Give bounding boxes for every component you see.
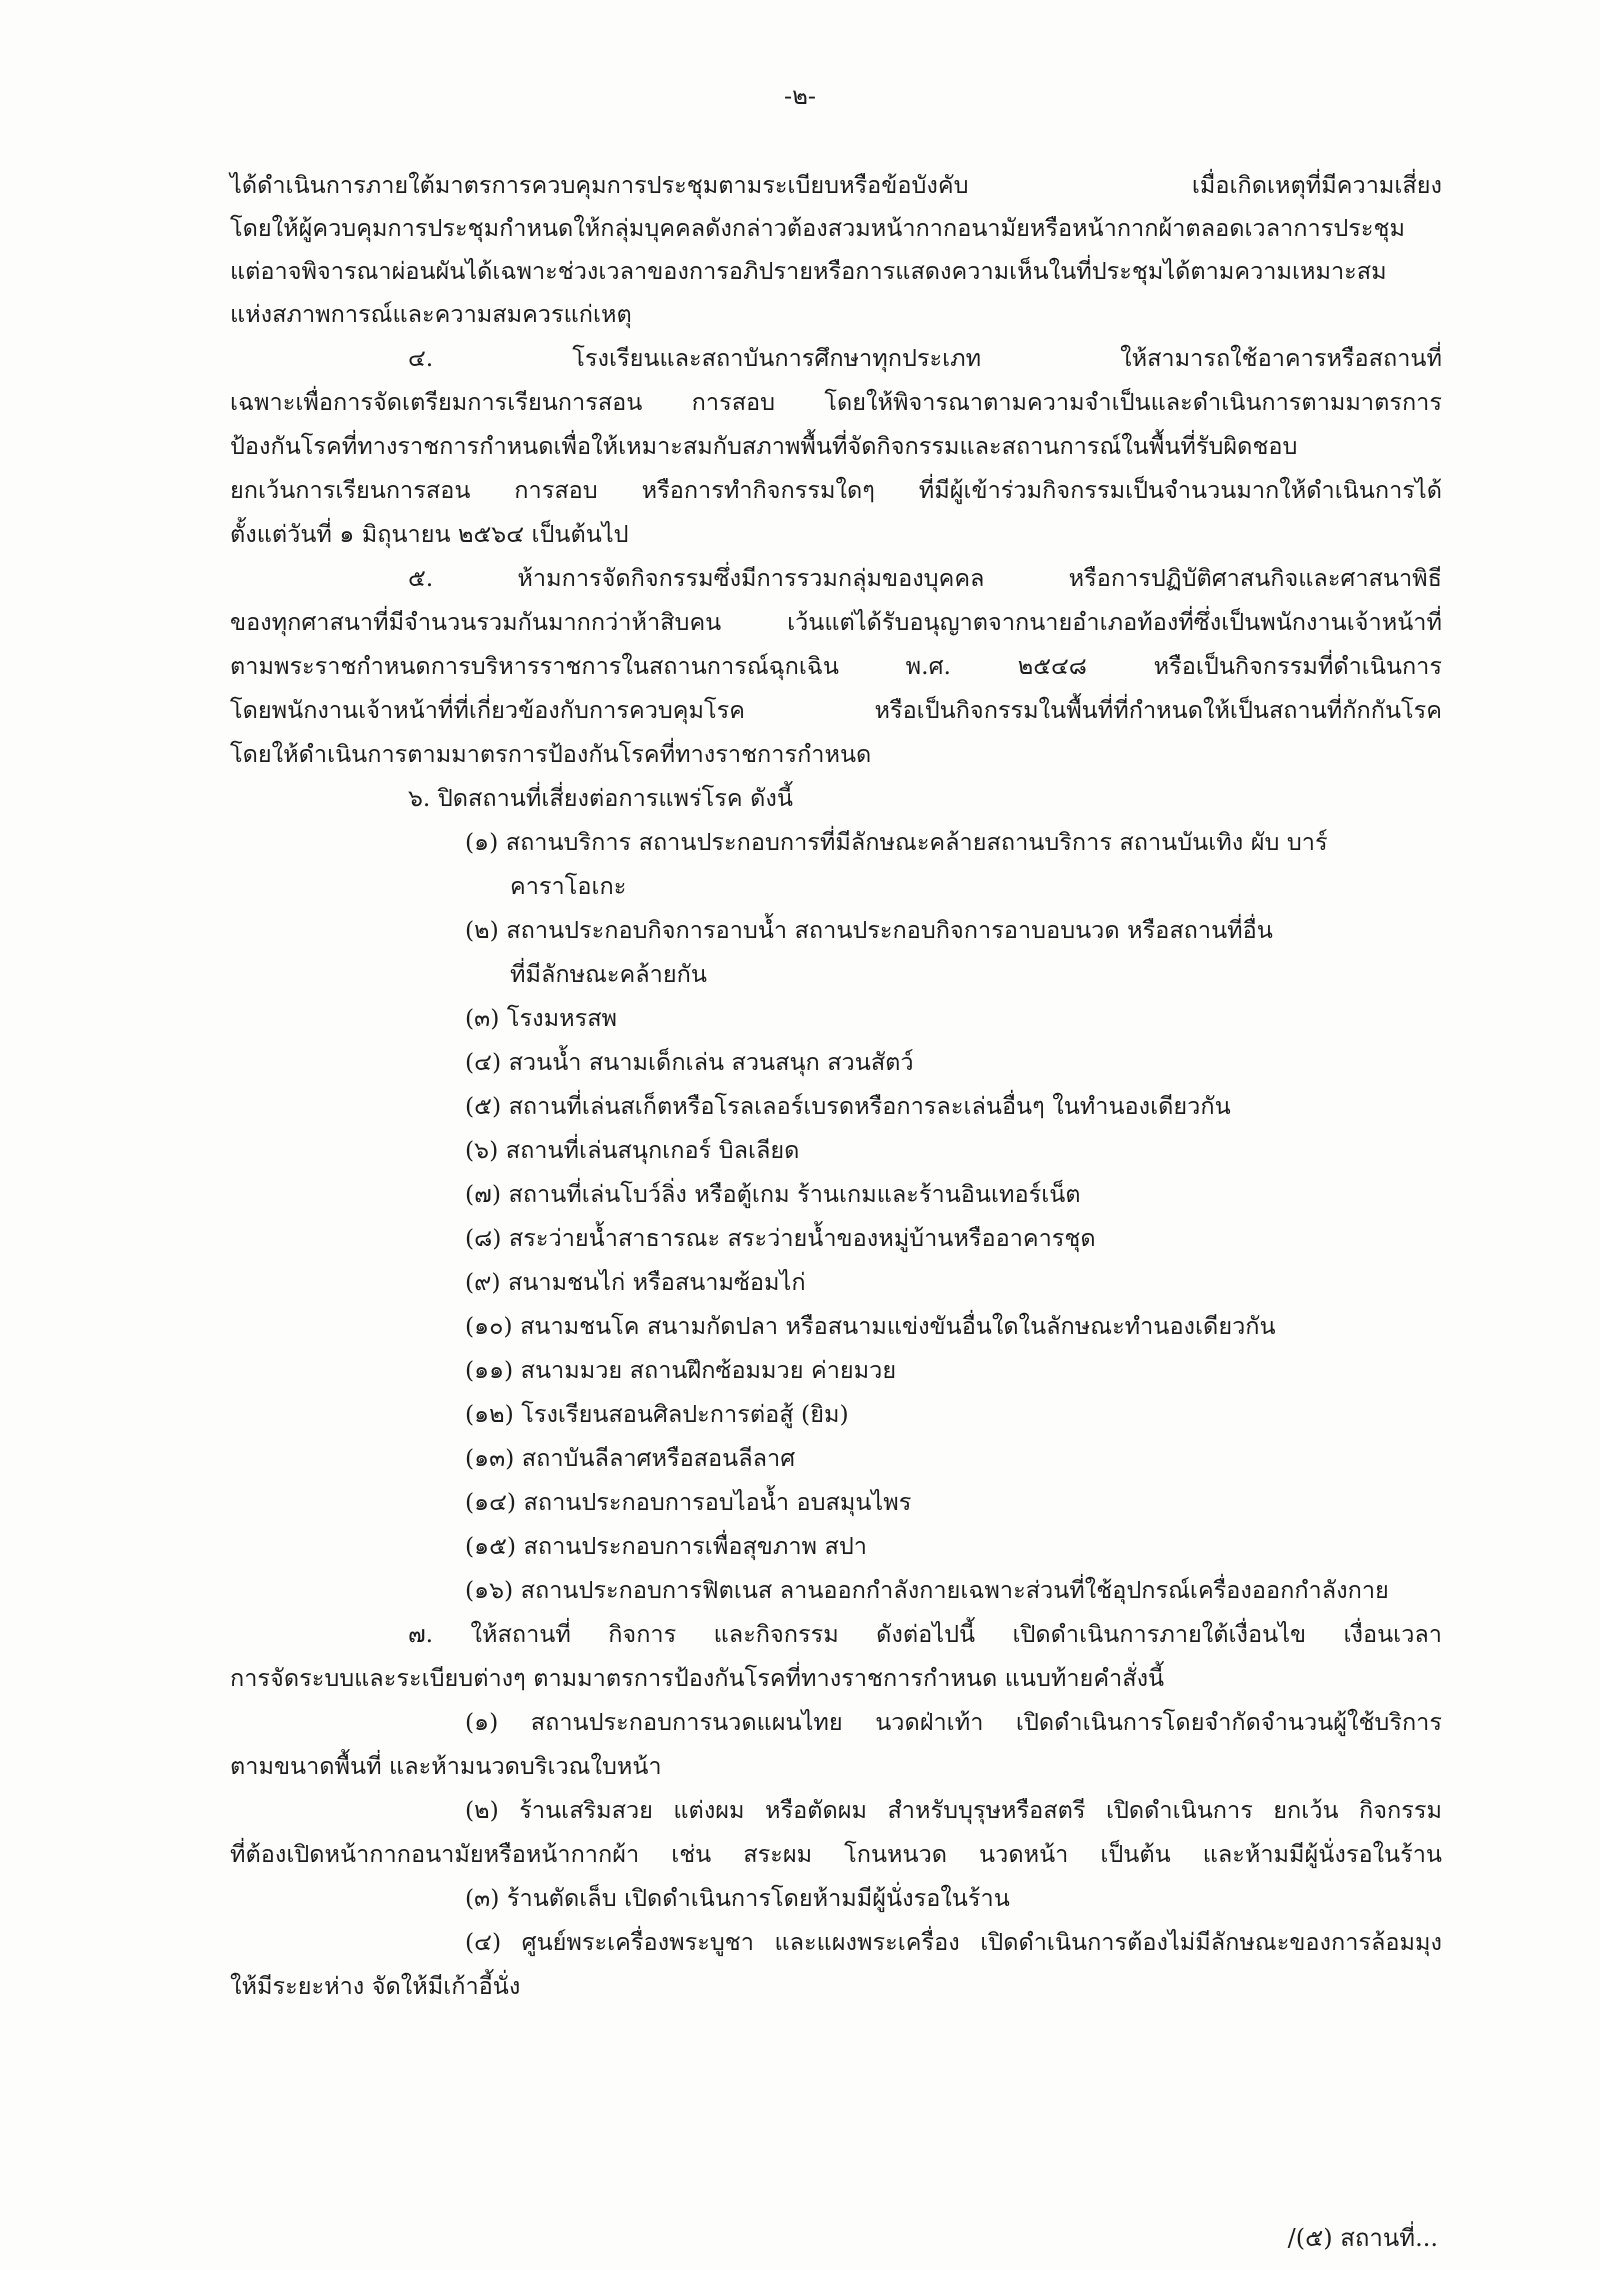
text-line: เฉพาะเพื่อการจัดเตรียมการเรียนการสอน การสอบ โดยให้พิจารณาตามความจำเป็นและดำเนินการตามมาตรการ — [230, 388, 1442, 416]
list-item: (๕) สถานที่เล่นสเก็ตหรือโรลเลอร์เบรดหรือการละเล่นอื่นๆ ในทำนองเดียวกัน — [465, 1092, 1231, 1120]
list-item: คาราโอเกะ — [510, 872, 627, 900]
text-line: โดยให้ดำเนินการตามมาตรการป้องกันโรคที่ทางราชการกำหนด — [230, 740, 872, 768]
text-line: ตามขนาดพื้นที่ และห้ามนวดบริเวณใบหน้า — [230, 1752, 662, 1780]
list-item: (๑๑) สนามมวย สถานฝึกซ้อมมวย ค่ายมวย — [465, 1356, 897, 1384]
clause-4-heading: ๔. โรงเรียนและสถาบันการศึกษาทุกประเภท ให้สามารถใช้อาคารหรือสถานที่ — [408, 344, 1442, 372]
list-item: (๑) สถานบริการ สถานประกอบการที่มีลักษณะคล้ายสถานบริการ สถานบันเทิง ผับ บาร์ — [465, 828, 1328, 856]
text-line: ให้มีระยะห่าง จัดให้มีเก้าอี้นั่ง — [230, 1972, 521, 2000]
list-item: (๑๒) โรงเรียนสอนศิลปะการต่อสู้ (ยิม) — [465, 1400, 849, 1428]
list-item: (๑๖) สถานประกอบการฟิตเนส ลานออกกำลังกายเฉพาะส่วนที่ใช้อุปกรณ์เครื่องออกกำลังกาย — [465, 1576, 1389, 1604]
text-line: ของทุกศาสนาที่มีจำนวนรวมกันมากกว่าห้าสิบคน เว้นแต่ได้รับอนุญาตจากนายอำเภอท้องที่ซึ่งเป็นพนักงานเจ้าหน้าที่ — [230, 608, 1442, 636]
text-line: ยกเว้นการเรียนการสอน การสอบ หรือการทำกิจกรรมใดๆ ที่มีผู้เข้าร่วมกิจกรรมเป็นจำนวนมากให้ดำเนินการได้ — [230, 476, 1442, 504]
list-item: (๓) โรงมหรสพ — [465, 1004, 618, 1032]
clause-7-heading: ๗. ให้สถานที่ กิจการ และกิจกรรม ดังต่อไปนี้ เปิดดำเนินการภายใต้เงื่อนไข เงื่อนเวลา — [408, 1620, 1442, 1648]
list-item: (๑๐) สนามชนโค สนามกัดปลา หรือสนามแข่งขันอื่นใดในลักษณะทำนองเดียวกัน — [465, 1312, 1276, 1340]
text-line: ตั้งแต่วันที่ ๑ มิถุนายน ๒๕๖๔ เป็นต้นไป — [230, 520, 629, 548]
continuation-footer: /(๕) สถานที่... — [1287, 2224, 1438, 2252]
list-item: (๒) ร้านเสริมสวย แต่งผม หรือตัดผม สำหรับบุรุษหรือสตรี เปิดดำเนินการ ยกเว้น กิจกรรม — [465, 1796, 1442, 1824]
list-item: (๒) สถานประกอบกิจการอาบน้ำ สถานประกอบกิจการอาบอบนวด หรือสถานที่อื่น — [465, 916, 1273, 944]
clause-5-heading: ๕. ห้ามการจัดกิจกรรมซึ่งมีการรวมกลุ่มของบุคคล หรือการปฏิบัติศาสนกิจและศาสนาพิธี — [408, 564, 1442, 592]
list-item: (๖) สถานที่เล่นสนุกเกอร์ บิลเลียด — [465, 1136, 800, 1164]
list-item: (๑) สถานประกอบการนวดแผนไทย นวดฝ่าเท้า เปิดดำเนินการโดยจำกัดจำนวนผู้ใช้บริการ — [465, 1708, 1442, 1736]
list-item: (๑๓) สถาบันลีลาศหรือสอนลีลาศ — [465, 1444, 796, 1472]
list-item: (๙) สนามชนไก่ หรือสนามซ้อมไก่ — [465, 1268, 806, 1296]
text-line: แห่งสภาพการณ์และความสมควรแก่เหตุ — [230, 300, 632, 328]
text-line: ตามพระราชกำหนดการบริหารราชการในสถานการณ์ฉุกเฉิน พ.ศ. ๒๕๔๘ หรือเป็นกิจกรรมที่ดำเนินการ — [230, 652, 1442, 680]
text-line: โดยพนักงานเจ้าหน้าที่ที่เกี่ยวข้องกับการควบคุมโรค หรือเป็นกิจกรรมในพื้นที่ที่กำหนดให้เป็นสถานที่กักกันโรค — [230, 696, 1442, 724]
list-item: (๑๔) สถานประกอบการอบไอน้ำ อบสมุนไพร — [465, 1488, 912, 1516]
list-item: (๘) สระว่ายน้ำสาธารณะ สระว่ายน้ำของหมู่บ้านหรืออาคารชุด — [465, 1224, 1096, 1252]
page-number: -๒- — [783, 82, 817, 110]
text-line: การจัดระบบและระเบียบต่างๆ ตามมาตรการป้องกันโรคที่ทางราชการกำหนด แนบท้ายคำสั่งนี้ — [230, 1664, 1165, 1692]
text-line: ป้องกันโรคที่ทางราชการกำหนดเพื่อให้เหมาะสมกับสภาพพื้นที่จัดกิจกรรมและสถานการณ์ในพื้นที่รับผิดชอบ — [230, 432, 1298, 460]
list-item: (๗) สถานที่เล่นโบว์ลิ่ง หรือตู้เกม ร้านเกมและร้านอินเทอร์เน็ต — [465, 1180, 1081, 1208]
text-line: แต่อาจพิจารณาผ่อนผันได้เฉพาะช่วงเวลาของการอภิปรายหรือการแสดงความเห็นในที่ประชุมได้ตามความเหมาะสม — [230, 257, 1387, 285]
list-item: (๔) สวนน้ำ สนามเด็กเล่น สวนสนุก สวนสัตว์ — [465, 1048, 914, 1076]
list-item: (๑๕) สถานประกอบการเพื่อสุขภาพ สปา — [465, 1532, 867, 1560]
list-item: (๓) ร้านตัดเล็บ เปิดดำเนินการโดยห้ามมีผู้นั่งรอในร้าน — [465, 1884, 1010, 1912]
clause-6-heading: ๖. ปิดสถานที่เสี่ยงต่อการแพร่โรค ดังนี้ — [408, 784, 793, 812]
text-line: โดยให้ผู้ควบคุมการประชุมกำหนดให้กลุ่มบุคคลดังกล่าวต้องสวมหน้ากากอนามัยหรือหน้ากากผ้าตลอดเวลาการประชุม — [230, 214, 1405, 242]
text-line: ที่ต้องเปิดหน้ากากอนามัยหรือหน้ากากผ้า เช่น สระผม โกนหนวด นวดหน้า เป็นต้น และห้ามมีผู้นั่งรอในร้าน — [230, 1840, 1442, 1868]
list-item: ที่มีลักษณะคล้ายกัน — [510, 960, 707, 988]
text-line: ได้ดำเนินการภายใต้มาตรการควบคุมการประชุมตามระเบียบหรือข้อบังคับ เมื่อเกิดเหตุที่มีความเสี่ยง — [230, 171, 1442, 199]
list-item: (๔) ศูนย์พระเครื่องพระบูชา และแผงพระเครื่อง เปิดดำเนินการต้องไม่มีลักษณะของการล้อมมุง — [465, 1928, 1442, 1956]
